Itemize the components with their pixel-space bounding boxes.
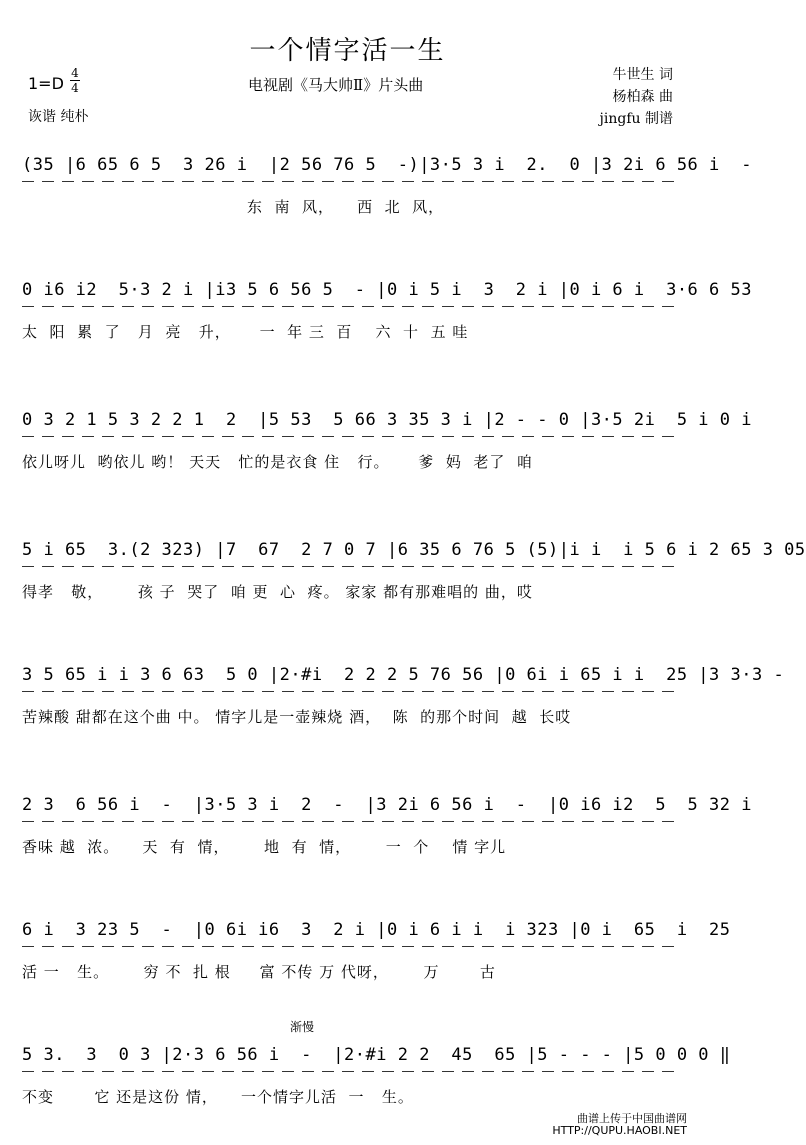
beam-underline (22, 306, 677, 307)
notation-line: (35 |6 65 6 5 3 26 i |2 56 76 5 -)|3·5 3 i 2. 0 |3 2i 6 56 i - (22, 155, 752, 175)
beam-underline (22, 1071, 677, 1072)
footer-line-2: HTTP://QUPU.HAOBI.NET (552, 1124, 687, 1137)
notation-line: 2 3 6 56 i - |3·5 3 i 2 - |3 2i 6 56 i - |0 i6 i2 5 5 32 i (22, 795, 752, 815)
beam-underline (22, 691, 677, 692)
notation-line: 5 3. 3 0 3 |2·3 6 56 i - |2·#i 2 2 45 65 |5 - - - |5 0 0 0 ‖ (22, 1045, 731, 1065)
notation-line: 6 i 3 23 5 - |0 6i i6 3 2 i |0 i 6 i i i 323 |0 i 65 i 25 (22, 920, 731, 940)
lyrics-line: 东 南 风， 西 北 风， (22, 198, 445, 216)
lyrics-line: 得孝 敬， 孩 子 哭了 咱 更 心 疼。 家家 都有那难唱的 曲，哎 (22, 583, 533, 601)
song-subtitle: 电视剧《马大帅Ⅱ》片头曲 (248, 76, 424, 94)
time-sig-top: 4 (71, 66, 79, 80)
song-title: 一个情字活一生 (249, 36, 446, 66)
lyrics-line: 苦辣酸 甜都在这个曲 中。 情字儿是一壶辣烧 酒， 陈 的那个时间 越 长哎 (22, 708, 572, 726)
beam-underline (22, 436, 677, 437)
lyrics-line: 不变 它 还是这份 情， 一个情字儿活 一 生。 (22, 1088, 414, 1106)
footer-watermark (552, 1113, 687, 1137)
notation-line: 5 i 65 3.(2 323) |7 67 2 7 0 7 |6 35 6 76 5 (5)|i i i 5 6 i 2 65 3 05 (22, 540, 806, 560)
lyrics-line: 活 一 生。 穷 不 扎 根 富 不传 万 代呀， 万 古 (22, 963, 496, 981)
notation-line: 0 i6 i2 5·3 2 i |i3 5 6 56 5 - |0 i 5 i 3 2 i |0 i 6 i 3·6 6 53 (22, 280, 752, 300)
lyricist-credit: 牛世生 词 (612, 67, 673, 83)
performance-style: 诙谐 纯朴 (28, 109, 89, 125)
beam-underline (22, 821, 677, 822)
footer-line-1: 曲谱上传于中国曲谱网 (577, 1112, 687, 1125)
key-signature: 1=D (28, 74, 64, 93)
lyrics-line: 依儿呀儿 哟依儿 哟！ 天天 忙的是衣食 住 行。 爹 妈 老了 咱 (22, 453, 533, 471)
beam-underline (22, 181, 677, 182)
notation-line: 0 3 2 1 5 3 2 2 1 2 |5 53 5 66 3 35 3 i |2 - - 0 |3·5 2i 5 i 0 i (22, 410, 752, 430)
time-signature (70, 66, 80, 95)
notation-line: 3 5 65 i i 3 6 63 5 0 |2·#i 2 2 2 5 76 56 |0 6i i 65 i i 25 |3 3·3 - (22, 665, 785, 685)
tempo-mark: 渐慢 (290, 1020, 315, 1034)
time-sig-bottom: 4 (71, 81, 79, 95)
beam-underline (22, 566, 677, 567)
lyrics-line: 太 阳 累 了 月 亮 升， 一 年 三 百 六 十 五 哇 (22, 323, 469, 341)
composer-credit: 杨柏森 曲 (612, 89, 673, 105)
arranger-credit: jingfu 制谱 (599, 111, 673, 127)
lyrics-line: 香味 越 浓。 天 有 情， 地 有 情， 一 个 情 字儿 (22, 838, 507, 856)
beam-underline (22, 946, 677, 947)
